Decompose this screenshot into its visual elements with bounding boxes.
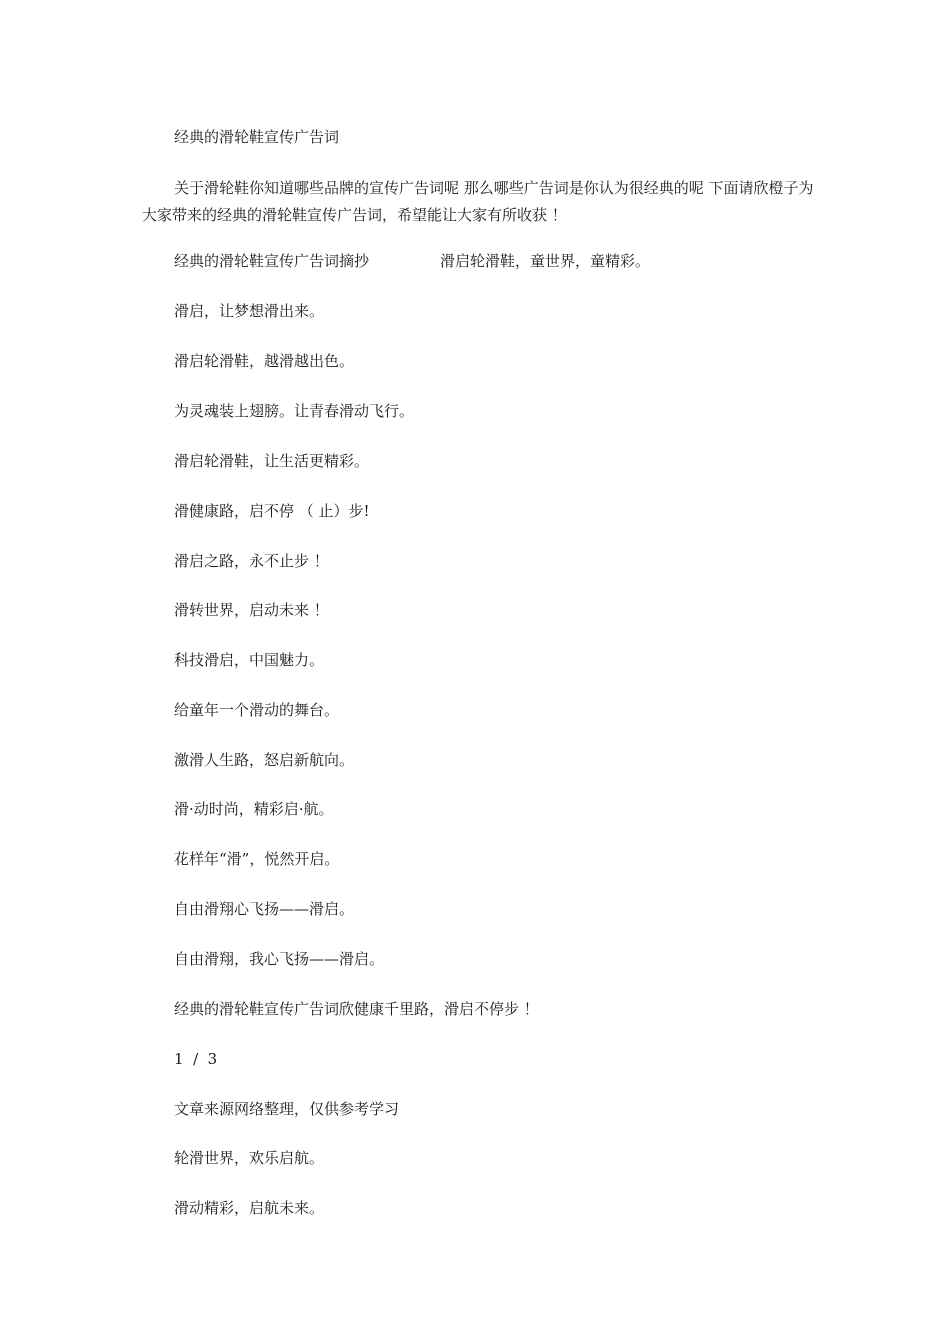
slogan-line: 滑启轮滑鞋，让生活更精彩。 (174, 452, 370, 470)
source-note: 文章来源网络整理，仅供参考学习 (174, 1100, 400, 1118)
slogan-line: 滑转世界，启动未来 ！ (174, 601, 329, 619)
intro-paragraph: 关于滑轮鞋你知道哪些品牌的宣传广告词呢 那么哪些广告词是你认为很经典的呢 下面请欣橙子为大家带来的经典的滑轮鞋宣传广告词，希望能让大家有所收获 ！ (142, 179, 814, 224)
slogan-line: 科技滑启，中国魅力。 (174, 651, 325, 669)
slogan-line: 为灵魂装上翅膀。让青春滑动飞行。 (174, 402, 415, 420)
slogan-line: 自由滑翔心飞扬——滑启。 (174, 900, 355, 918)
slogan-line: 给童年一个滑动的舞台。 (174, 701, 340, 719)
slogan-line: 滑启之路，永不止步 ！ (174, 552, 329, 570)
slogan-line: 花样年“滑”，悦然开启。 (174, 850, 340, 868)
document-title: 经典的滑轮鞋宣传广告词 (174, 128, 340, 146)
slogan-line: 激滑人生路，怒启新航向。 (174, 751, 355, 769)
slogan-line: 滑·动时尚，精彩启·航。 (174, 800, 334, 818)
slogan-line: 经典的滑轮鞋宣传广告词欣健康千里路，滑启不停步 ！ (174, 1000, 539, 1018)
page-number: 1 / 3 (174, 1050, 218, 1068)
excerpt-heading: 经典的滑轮鞋宣传广告词摘抄 (174, 252, 370, 270)
slogan-line: 滑启轮滑鞋，越滑越出色。 (174, 352, 355, 370)
slogan-line: 滑健康路，启不停 （ 止）步! (174, 502, 370, 520)
slogan-line: 自由滑翔，我心飞扬——滑启。 (174, 950, 385, 968)
slogan-line: 轮滑世界，欢乐启航。 (174, 1149, 325, 1167)
slogan-line: 滑动精彩，启航未来。 (174, 1199, 325, 1217)
first-slogan: 滑启轮滑鞋，童世界，童精彩。 (440, 252, 651, 270)
slogan-line: 滑启，让梦想滑出来。 (174, 302, 325, 320)
